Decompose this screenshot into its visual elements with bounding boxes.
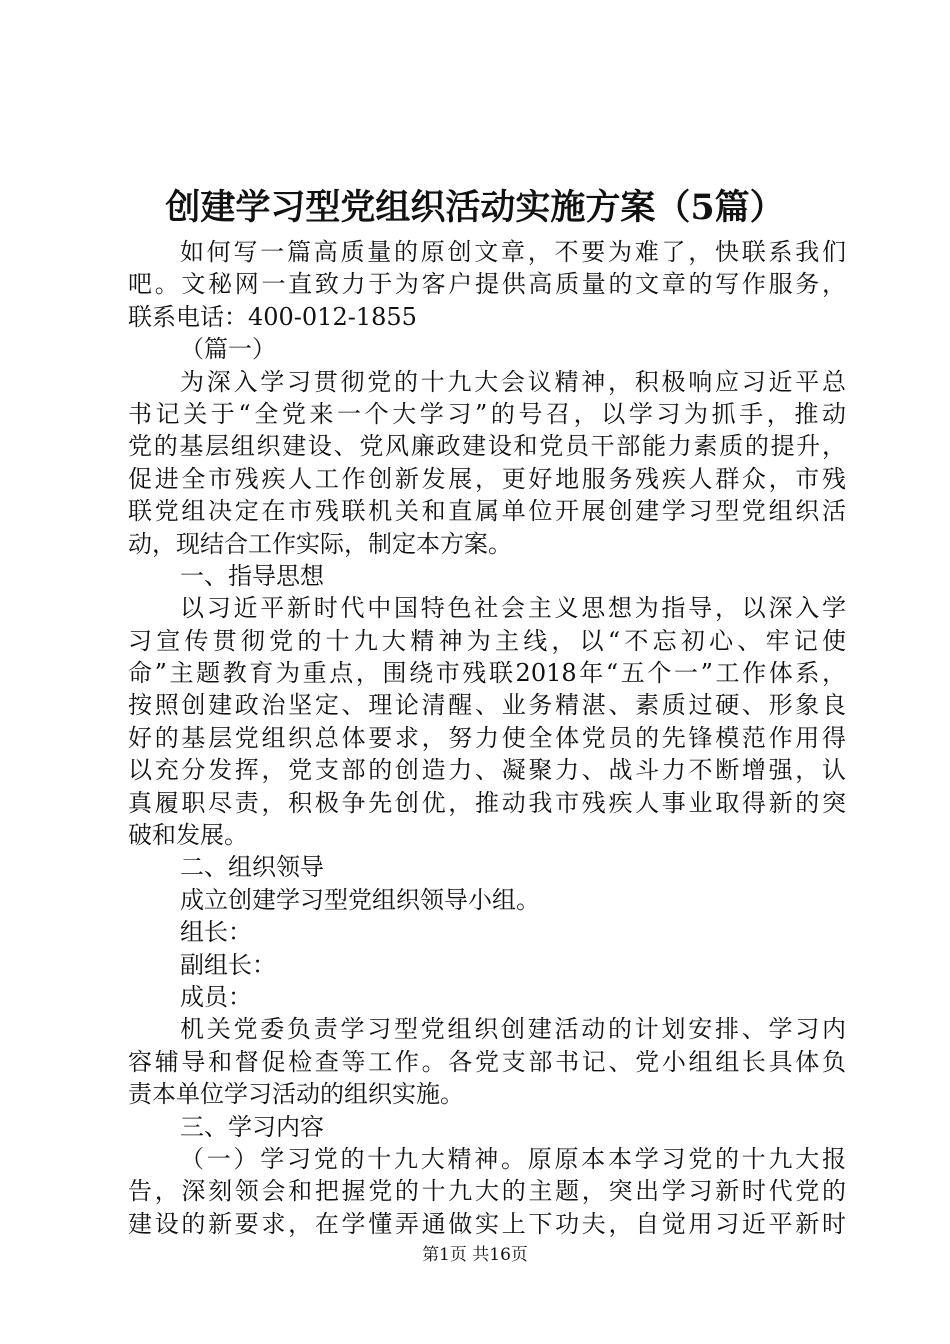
document-body bbox=[128, 236, 846, 1240]
body-line: 副组长： bbox=[180, 950, 276, 979]
body-line: （一）学习党的十九大精神。原原本本学习党的十九大报 bbox=[180, 1144, 846, 1173]
body-line: 书记关于“全党来一个大学习”的号召，以学习为抓手，推动 bbox=[128, 399, 846, 428]
body-line: 如何写一篇高质量的原创文章，不要为难了，快联系我们 bbox=[180, 238, 846, 266]
body-line: 以充分发挥，党支部的创造力、凝聚力、战斗力不断增强，认 bbox=[128, 756, 846, 785]
section-heading: 三、学习内容 bbox=[180, 1112, 324, 1141]
body-line: 促进全市残疾人工作创新发展，更好地服务残疾人群众，市残 bbox=[128, 464, 846, 493]
body-line: 破和发展。 bbox=[128, 821, 248, 850]
body-line: 建设的新要求，在学懂弄通做实上下功夫，自觉用习近平新时 bbox=[128, 1209, 846, 1238]
document-title: 创建学习型党组织活动实施方案（5篇） bbox=[165, 187, 785, 228]
body-line: （篇一） bbox=[180, 335, 276, 364]
body-line: 习宣传贯彻党的十九大精神为主线，以“不忘初心、牢记使 bbox=[128, 626, 846, 655]
body-line: 好的基层党组织总体要求，努力使全体党员的先锋模范作用得 bbox=[128, 723, 846, 752]
body-line: 动，现结合工作实际，制定本方案。 bbox=[128, 529, 512, 558]
body-line: 真履职尽责，积极争先创优，推动我市残疾人事业取得新的突 bbox=[128, 788, 846, 817]
body-line: 容辅导和督促检查等工作。各党支部书记、党小组组长具体负 bbox=[128, 1047, 846, 1076]
body-line: 成立创建学习型党组织领导小组。 bbox=[180, 885, 540, 914]
page-footer: 第1页 共16页 bbox=[422, 1245, 528, 1265]
body-line: 联系电话：400-012-1855 bbox=[128, 302, 417, 331]
body-line: 按照创建政治坚定、理论清醒、业务精湛、素质过硬、形象良 bbox=[128, 691, 846, 720]
body-line: 组长： bbox=[180, 918, 252, 947]
body-line: 机关党委负责学习型党组织创建活动的计划安排、学习内 bbox=[180, 1015, 846, 1044]
body-line: 责本单位学习活动的组织实施。 bbox=[128, 1080, 464, 1109]
section-heading: 一、指导思想 bbox=[180, 561, 324, 590]
body-line: 命”主题教育为重点，围绕市残联2018年“五个一”工作体系， bbox=[128, 659, 846, 688]
body-line: 成员： bbox=[180, 982, 252, 1011]
body-line: 为深入学习贯彻党的十九大会议精神，积极响应习近平总 bbox=[180, 367, 846, 396]
section-heading: 二、组织领导 bbox=[180, 853, 324, 882]
body-line: 以习近平新时代中国特色社会主义思想为指导，以深入学 bbox=[180, 594, 846, 623]
body-line: 联党组决定在市残联机关和直属单位开展创建学习型党组织活 bbox=[128, 497, 846, 526]
body-line: 吧。文秘网一直致力于为客户提供高质量的文章的写作服务， bbox=[128, 270, 846, 299]
body-line: 党的基层组织建设、党风廉政建设和党员干部能力素质的提升， bbox=[128, 432, 846, 461]
body-line: 告，深刻领会和把握党的十九大的主题，突出学习新时代党的 bbox=[128, 1177, 846, 1206]
